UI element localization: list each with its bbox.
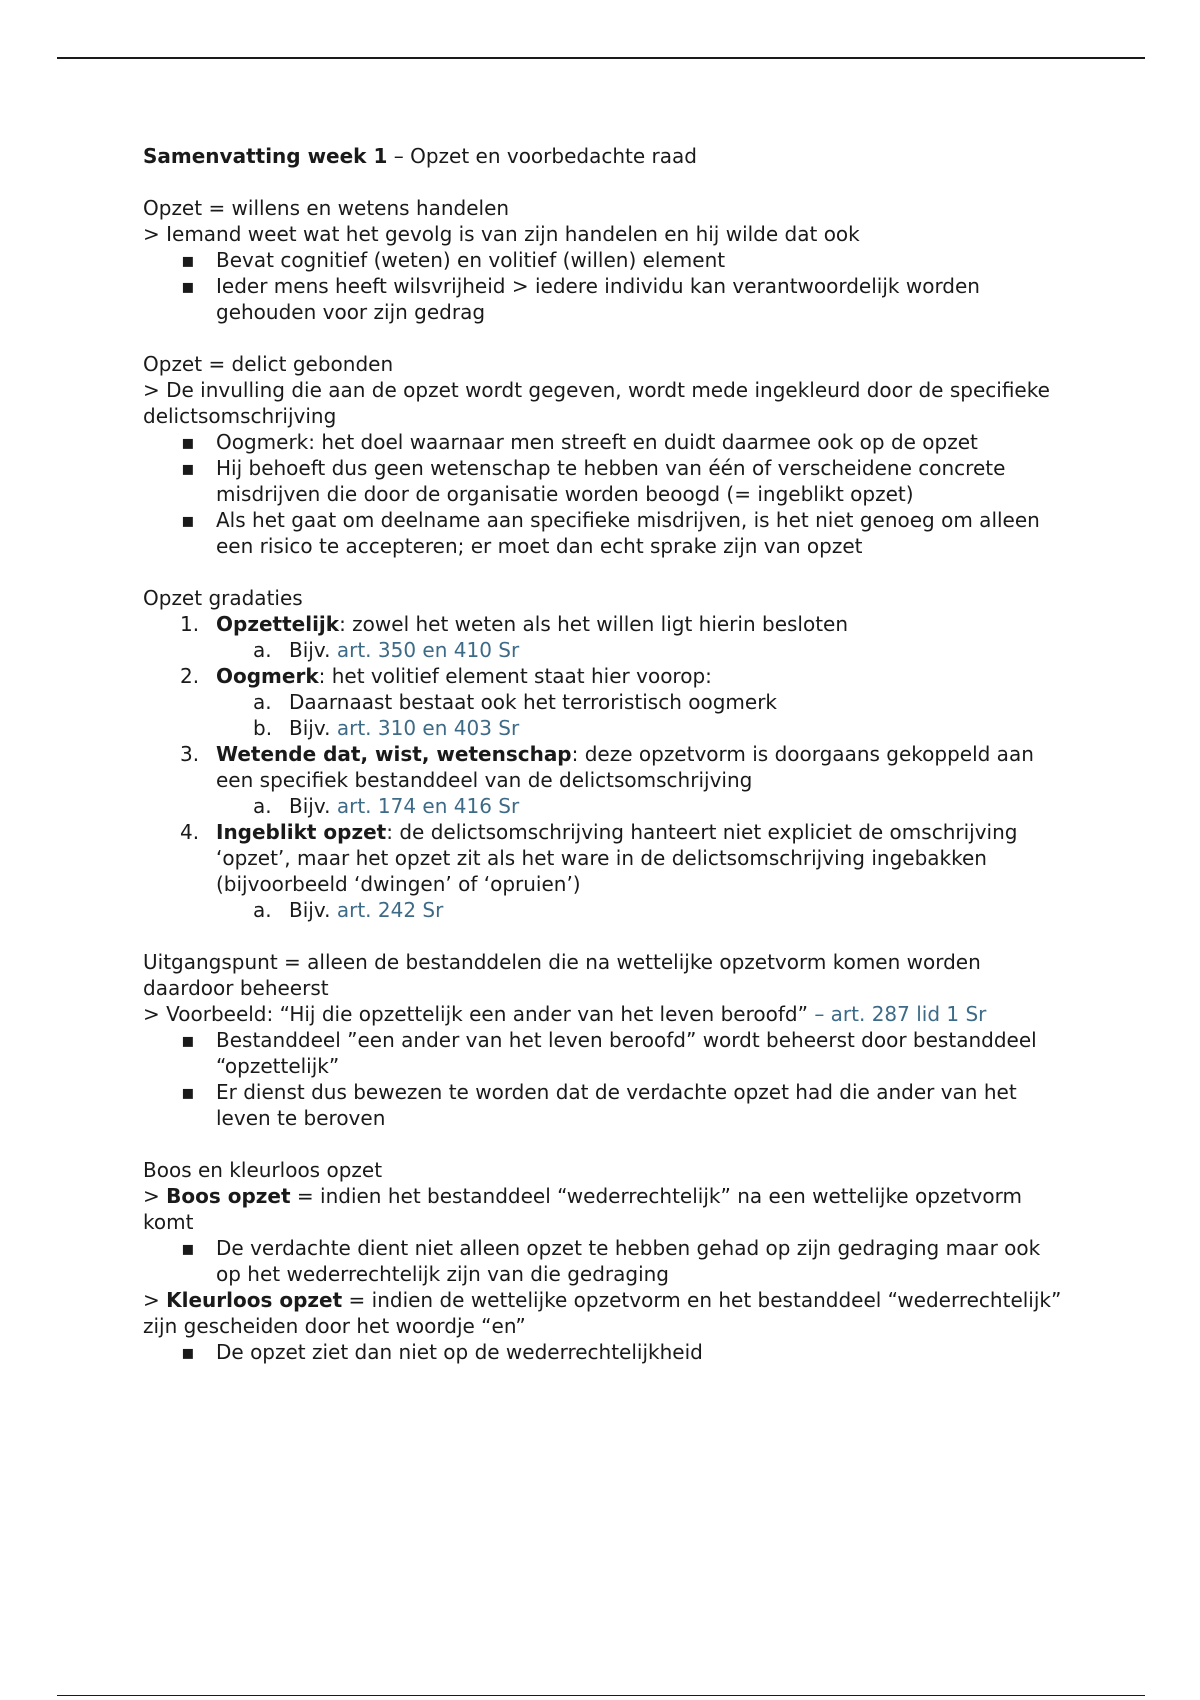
item-term: Ingeblikt opzet <box>216 820 387 844</box>
bullet-marker: ▪ <box>181 430 195 454</box>
item-text: : zowel het weten als het willen ligt hierin besloten <box>339 612 849 636</box>
bullet-text: Hij behoeft dus geen wetenschap te hebben van één of verscheidene concrete misdrijven die door de organisatie worden beoogd (= ingeblikt opzet) <box>216 456 1006 506</box>
bullet-text: Bestanddeel ”een ander van het leven beroofd” wordt beheerst door bestanddeel “opzettelijk” <box>216 1028 1037 1078</box>
article-reference: art. 350 en 410 Sr <box>336 638 520 662</box>
bullet-item <box>143 1235 1063 1287</box>
line-prefix: > <box>143 1288 167 1312</box>
article-reference: art. 174 en 416 Sr <box>336 794 520 818</box>
bullet-marker: ▪ <box>181 1340 195 1364</box>
item-number: 2. <box>180 664 200 688</box>
bullet-item <box>143 1079 1063 1131</box>
item-number: 4. <box>180 820 200 844</box>
document-title <box>143 143 1063 169</box>
bullet-text: Als het gaat om deelname aan specifieke misdrijven, is het niet genoeg om alleen een risico te accepteren; er moet dan echt sprake zijn van opzet <box>216 508 1040 558</box>
bullet-marker: ▪ <box>181 1028 195 1052</box>
bullet-text: Er dienst dus bewezen te worden dat de verdachte opzet had die ander van het leven te beroven <box>216 1080 1017 1130</box>
bullet-item <box>143 1339 1063 1365</box>
section-line <box>143 1001 1063 1027</box>
numbered-item <box>143 741 1063 793</box>
line-prefix: > <box>143 1184 167 1208</box>
sub-text: Bijv. <box>289 794 337 818</box>
sub-item <box>143 689 1063 715</box>
sub-text: Bijv. <box>289 898 337 922</box>
section-line <box>143 1287 1063 1339</box>
document-body <box>143 143 1063 1391</box>
sub-item <box>143 715 1063 741</box>
article-reference: art. 310 en 403 Sr <box>336 716 520 740</box>
header-rule <box>57 57 1145 59</box>
item-term: Oogmerk <box>216 664 319 688</box>
sub-text: Bijv. <box>289 638 337 662</box>
section-heading: Boos en kleurloos opzet <box>143 1158 383 1182</box>
bullet-text: Bevat cognitief (weten) en volitief (willen) element <box>216 248 726 272</box>
item-number: 3. <box>180 742 200 766</box>
sub-text: Bijv. <box>289 716 337 740</box>
bullet-text: De opzet ziet dan niet op de wederrechtelijkheid <box>216 1340 703 1364</box>
numbered-item <box>143 819 1063 897</box>
section-opzet-definitie <box>143 195 1063 325</box>
term-boos-opzet: Boos opzet <box>166 1184 291 1208</box>
sub-item <box>143 897 1063 923</box>
bullet-item <box>143 507 1063 559</box>
bullet-marker: ▪ <box>181 248 195 272</box>
bullet-item <box>143 1027 1063 1079</box>
bullet-item <box>143 455 1063 507</box>
sub-item <box>143 793 1063 819</box>
bullet-text: De verdachte dient niet alleen opzet te hebben gehad op zijn gedraging maar ook op het wederrechtelijk zijn van die gedraging <box>216 1236 1041 1286</box>
title-bold: Samenvatting week 1 <box>143 144 388 168</box>
bullet-item <box>143 273 1063 325</box>
sub-marker: a. <box>253 638 272 662</box>
item-text: : het volitief element staat hier voorop: <box>318 664 712 688</box>
definition-text: = indien de wettelijke opzetvorm en het bestanddeel “wederrechtelijk” zijn gescheiden door het woordje “en” <box>143 1288 1062 1338</box>
bullet-text: Oogmerk: het doel waarnaar men streeft en duidt daarmee ook op de opzet <box>216 430 978 454</box>
bullet-marker: ▪ <box>181 1236 195 1260</box>
section-heading: Opzet gradaties <box>143 586 303 610</box>
bullet-marker: ▪ <box>181 274 195 298</box>
section-line <box>143 1183 1063 1235</box>
item-term: Opzettelijk <box>216 612 340 636</box>
item-number: 1. <box>180 612 200 636</box>
item-text: : de delictsomschrijving hanteert niet expliciet de omschrijving ‘opzet’, maar het opzet zit als het ware in de delictsomschrijving ingebakken (bijvoorbeeld ‘dwingen’ of ‘opruien’) <box>216 820 1018 896</box>
item-text: : deze opzetvorm is doorgaans gekoppeld aan een specifiek bestanddeel van de delictsomschrijving <box>216 742 1034 792</box>
sub-marker: b. <box>253 716 273 740</box>
definition-text: = indien het bestanddeel “wederrechtelijk” na een wettelijke opzetvorm komt <box>143 1184 1022 1234</box>
bullet-marker: ▪ <box>181 1080 195 1104</box>
section-boos-kleurloos <box>143 1157 1063 1365</box>
sub-marker: a. <box>253 690 272 714</box>
item-term: Wetende dat, wist, wetenschap <box>216 742 572 766</box>
section-delict-gebonden <box>143 351 1063 559</box>
section-uitgangspunt <box>143 949 1063 1131</box>
section-line: Opzet = willens en wetens handelen <box>143 196 510 220</box>
sub-marker: a. <box>253 794 272 818</box>
sub-item <box>143 637 1063 663</box>
example-text: > Voorbeeld: “Hij die opzettelijk een ander van het leven beroofd” <box>143 1002 815 1026</box>
title-rest: – Opzet en voorbedachte raad <box>387 144 697 168</box>
section-line: Opzet = delict gebonden <box>143 352 394 376</box>
sub-marker: a. <box>253 898 272 922</box>
numbered-item <box>143 663 1063 689</box>
section-line: Uitgangspunt = alleen de bestanddelen die na wettelijke opzetvorm komen worden daardoor beheerst <box>143 950 981 1000</box>
bullet-item <box>143 429 1063 455</box>
sub-text: Daarnaast bestaat ook het terroristisch oogmerk <box>289 690 777 714</box>
section-line: > Iemand weet wat het gevolg is van zijn handelen en hij wilde dat ook <box>143 222 860 246</box>
footer-rule <box>57 1695 1145 1696</box>
section-opzet-gradaties <box>143 585 1063 923</box>
article-reference: – art. 287 lid 1 Sr <box>814 1002 987 1026</box>
bullet-item <box>143 247 1063 273</box>
section-line: > De invulling die aan de opzet wordt gegeven, wordt mede ingekleurd door de specifieke delictsomschrijving <box>143 378 1050 428</box>
article-reference: art. 242 Sr <box>336 898 444 922</box>
numbered-item <box>143 611 1063 637</box>
bullet-text: Ieder mens heeft wilsvrijheid > iedere individu kan verantwoordelijk worden gehouden voor zijn gedrag <box>216 274 980 324</box>
term-kleurloos-opzet: Kleurloos opzet <box>166 1288 343 1312</box>
bullet-marker: ▪ <box>181 456 195 480</box>
bullet-marker: ▪ <box>181 508 195 532</box>
